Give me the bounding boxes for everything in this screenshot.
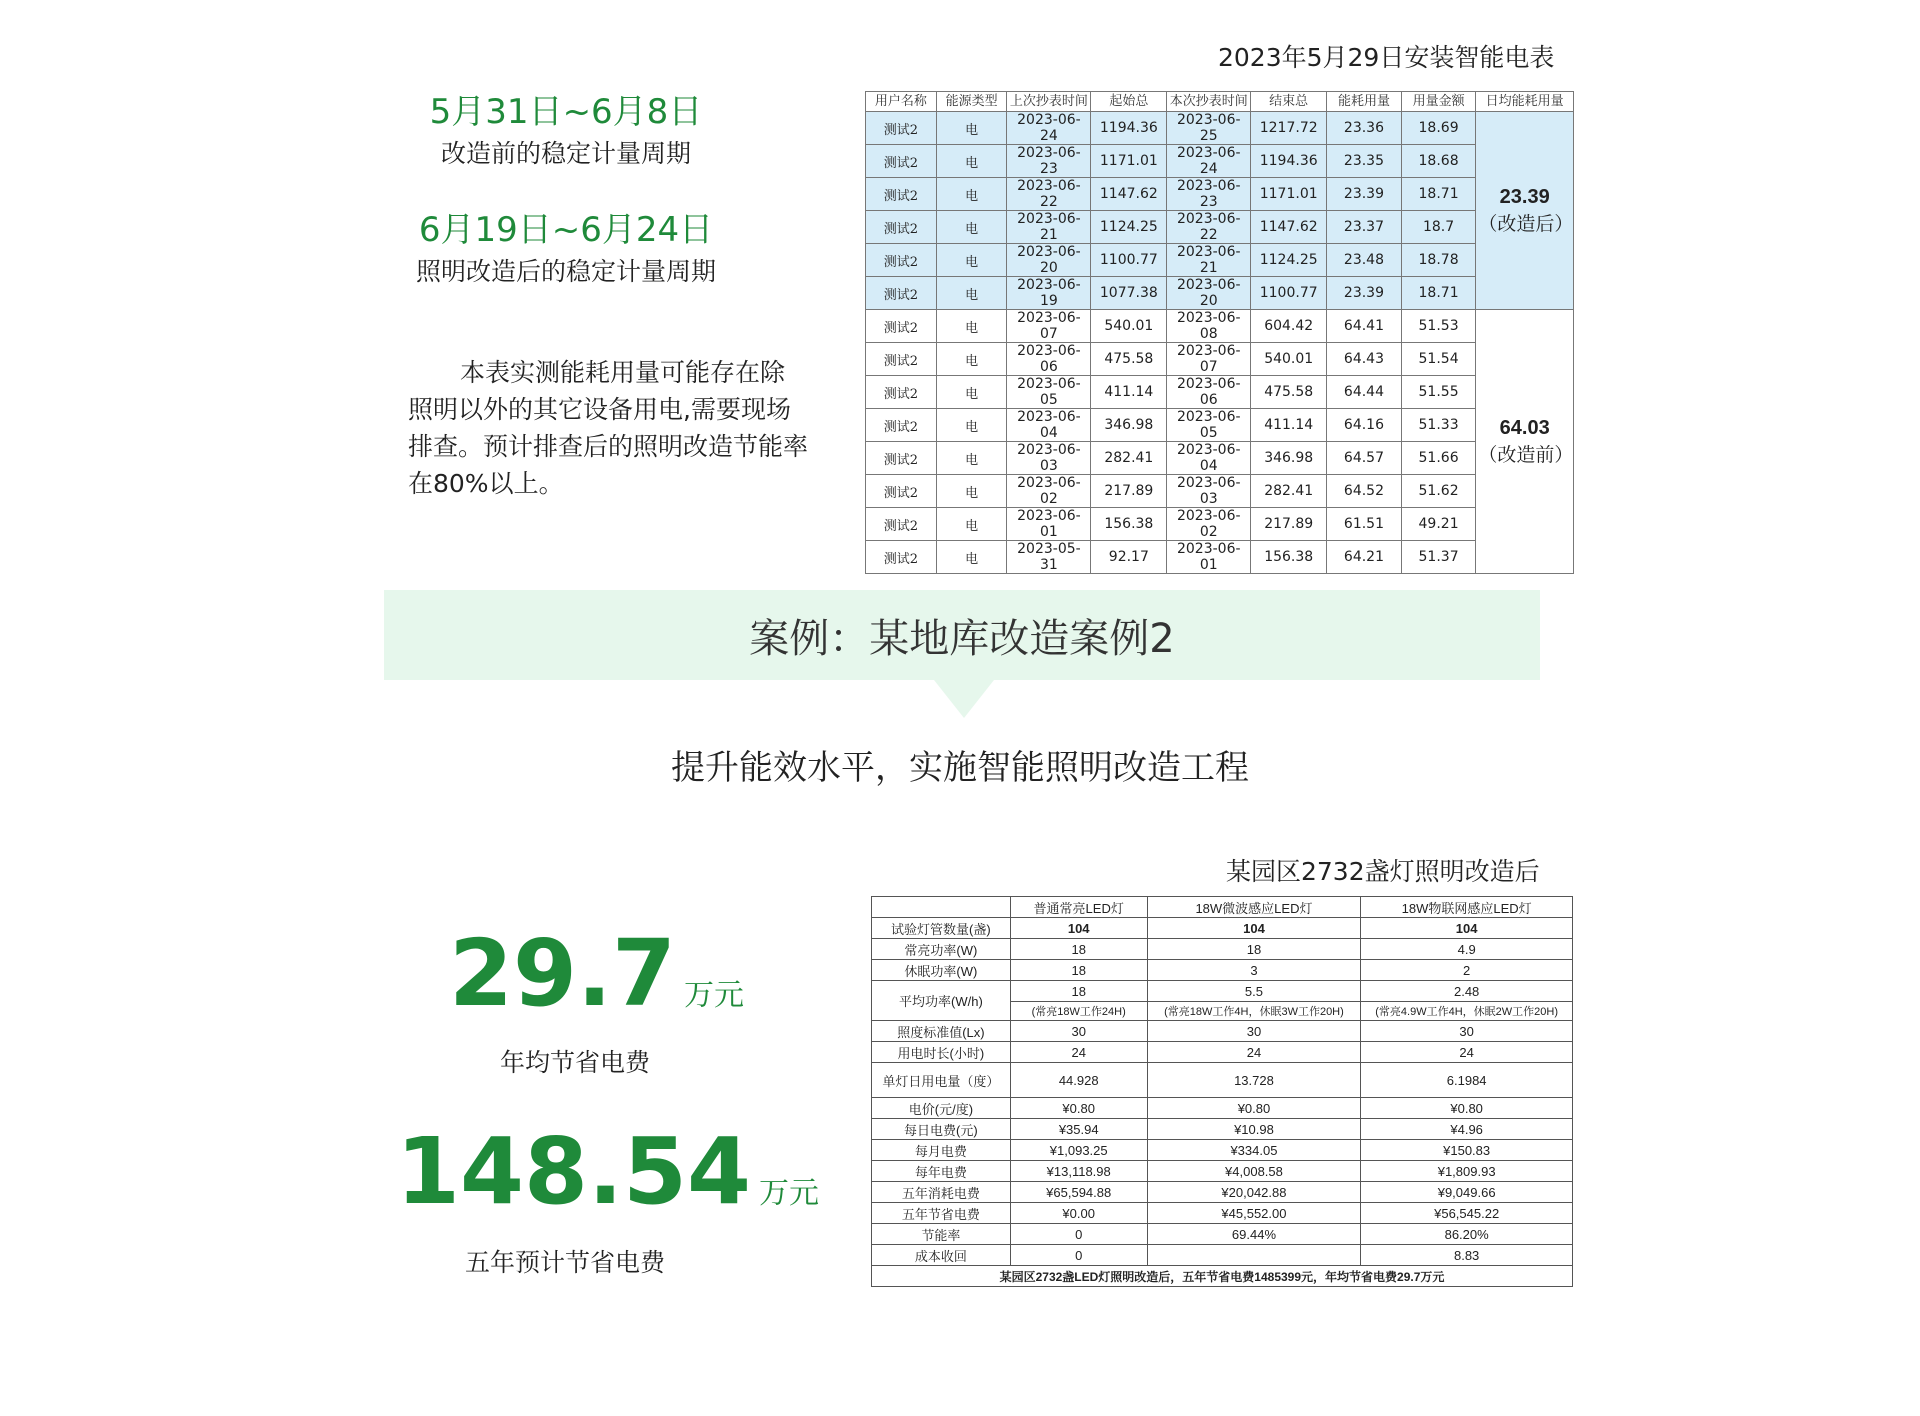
calc-cell: 5.5 <box>1147 981 1361 1002</box>
calc-row-label: 平均功率(W/h) <box>872 981 1011 1021</box>
meter-cell: 1147.62 <box>1251 211 1327 244</box>
meter-cell: 测试2 <box>866 343 937 376</box>
meter-cell: 18.71 <box>1401 178 1476 211</box>
meter-cell: 2023-06-04 <box>1167 442 1251 475</box>
calc-cell: ¥65,594.88 <box>1010 1182 1147 1203</box>
meter-cell: 2023-06-03 <box>1007 442 1091 475</box>
meter-cell: 电 <box>936 145 1007 178</box>
meter-cell: 测试2 <box>866 112 937 145</box>
meter-cell: 1124.25 <box>1091 211 1167 244</box>
meter-cell: 23.39 <box>1327 178 1402 211</box>
meter-row <box>866 409 1574 442</box>
meter-cell: 1100.77 <box>1251 277 1327 310</box>
meter-cell: 电 <box>936 409 1007 442</box>
calc-cell: ¥334.05 <box>1147 1140 1361 1161</box>
calc-note-cell: (常亮18W工作24H) <box>1010 1002 1147 1021</box>
calc-row <box>872 1203 1573 1224</box>
five-year-savings <box>396 1118 819 1225</box>
meter-cell: 测试2 <box>866 508 937 541</box>
avg-after-cell <box>1476 112 1574 310</box>
calc-footer-row <box>872 1266 1573 1287</box>
meter-cell: 51.55 <box>1401 376 1476 409</box>
meter-row <box>866 442 1574 475</box>
meter-cell: 2023-06-01 <box>1167 541 1251 574</box>
calc-cell <box>1147 1245 1361 1266</box>
calc-row-label: 每年电费 <box>872 1161 1011 1182</box>
calc-row-label: 电价(元/度) <box>872 1098 1011 1119</box>
calc-cell: 2 <box>1361 960 1573 981</box>
meter-row <box>866 508 1574 541</box>
meter-row <box>866 541 1574 574</box>
meter-cell: 测试2 <box>866 211 937 244</box>
meter-cell: 51.33 <box>1401 409 1476 442</box>
meter-cell: 电 <box>936 343 1007 376</box>
meter-header-cell: 本次抄表时间 <box>1167 92 1251 112</box>
meter-body <box>866 112 1574 574</box>
calc-cell: 69.44% <box>1147 1224 1361 1245</box>
meter-cell: 49.21 <box>1401 508 1476 541</box>
calc-cell: 30 <box>1010 1021 1147 1042</box>
calc-cell: ¥0.00 <box>1010 1203 1147 1224</box>
calc-cell: 3 <box>1147 960 1361 981</box>
calc-cell: 18 <box>1147 939 1361 960</box>
meter-row <box>866 244 1574 277</box>
meter-cell: 51.37 <box>1401 541 1476 574</box>
meter-row <box>866 475 1574 508</box>
meter-cell: 1100.77 <box>1091 244 1167 277</box>
calc-cell: ¥0.80 <box>1361 1098 1573 1119</box>
meter-cell: 电 <box>936 244 1007 277</box>
calc-row <box>872 1245 1573 1266</box>
calc-row <box>872 1119 1573 1140</box>
meter-cell: 156.38 <box>1091 508 1167 541</box>
meter-cell: 61.51 <box>1327 508 1402 541</box>
calc-row-label: 每日电费(元) <box>872 1119 1011 1140</box>
meter-cell: 电 <box>936 508 1007 541</box>
five-year-savings-unit: 万元 <box>759 1176 820 1211</box>
meter-cell: 2023-06-24 <box>1007 112 1091 145</box>
meter-cell: 2023-06-03 <box>1167 475 1251 508</box>
calc-row <box>872 1042 1573 1063</box>
meter-header-cell: 用户名称 <box>866 92 937 112</box>
meter-cell: 测试2 <box>866 541 937 574</box>
calc-row-label: 休眠功率(W) <box>872 960 1011 981</box>
meter-cell: 64.41 <box>1327 310 1402 343</box>
calc-cell: ¥4,008.58 <box>1147 1161 1361 1182</box>
annual-savings-label: 年均节省电费 <box>499 1048 650 1077</box>
meter-cell: 2023-06-02 <box>1007 475 1091 508</box>
meter-cell: 测试2 <box>866 178 937 211</box>
calc-cell: 86.20% <box>1361 1224 1573 1245</box>
case-banner <box>384 590 1540 680</box>
avg-before-label: （改造前） <box>1478 443 1574 466</box>
calc-cell: ¥4.96 <box>1361 1119 1573 1140</box>
meter-cell: 电 <box>936 442 1007 475</box>
measurement-note <box>408 354 808 502</box>
meter-cell: 电 <box>936 376 1007 409</box>
calc-cell: 24 <box>1147 1042 1361 1063</box>
calc-cell: ¥35.94 <box>1010 1119 1147 1140</box>
calc-header-cell: 18W微波感应LED灯 <box>1147 897 1361 918</box>
meter-cell: 电 <box>936 112 1007 145</box>
meter-header-cell: 日均能耗用量 <box>1476 92 1574 112</box>
meter-caption: 2023年5月29日安装智能电表 <box>1218 43 1555 72</box>
meter-cell: 测试2 <box>866 442 937 475</box>
calc-row-label: 照度标准值(Lx) <box>872 1021 1011 1042</box>
before-period-desc: 改造前的稳定计量周期 <box>440 139 691 168</box>
calc-cell: 104 <box>1361 918 1573 939</box>
meter-cell: 2023-06-07 <box>1007 310 1091 343</box>
meter-cell: 2023-06-21 <box>1007 211 1091 244</box>
meter-cell: 1171.01 <box>1251 178 1327 211</box>
calc-row <box>872 1182 1573 1203</box>
meter-cell: 23.35 <box>1327 145 1402 178</box>
meter-cell: 51.54 <box>1401 343 1476 376</box>
meter-cell: 23.36 <box>1327 112 1402 145</box>
calc-cell: ¥0.80 <box>1010 1098 1147 1119</box>
meter-cell: 475.58 <box>1251 376 1327 409</box>
meter-cell: 电 <box>936 211 1007 244</box>
meter-header-cell: 上次抄表时间 <box>1007 92 1091 112</box>
meter-cell: 电 <box>936 277 1007 310</box>
meter-cell: 64.44 <box>1327 376 1402 409</box>
meter-cell: 540.01 <box>1091 310 1167 343</box>
lighting-calc-table <box>871 896 1573 1287</box>
calc-cell: 24 <box>1010 1042 1147 1063</box>
meter-cell: 电 <box>936 475 1007 508</box>
calc-row-label: 成本收回 <box>872 1245 1011 1266</box>
meter-cell: 2023-06-23 <box>1167 178 1251 211</box>
calc-cell: ¥56,545.22 <box>1361 1203 1573 1224</box>
calc-row-label: 单灯日用电量（度） <box>872 1063 1011 1098</box>
calc-cell: 104 <box>1010 918 1147 939</box>
meter-cell: 测试2 <box>866 310 937 343</box>
calc-cell: ¥13,118.98 <box>1010 1161 1147 1182</box>
calc-cell: 104 <box>1147 918 1361 939</box>
calc-cell: 18 <box>1010 981 1147 1002</box>
meter-cell: 156.38 <box>1251 541 1327 574</box>
calc-note-cell: (常亮18W工作4H，休眠3W工作20H) <box>1147 1002 1361 1021</box>
annual-savings <box>449 920 744 1027</box>
avg-before-value: 64.03 <box>1499 416 1550 439</box>
calc-cell: 18 <box>1010 960 1147 981</box>
after-period-desc: 照明改造后的稳定计量周期 <box>415 257 716 286</box>
calc-row <box>872 1140 1573 1161</box>
meter-cell: 2023-06-21 <box>1167 244 1251 277</box>
five-year-savings-label: 五年预计节省电费 <box>464 1248 665 1277</box>
meter-cell: 测试2 <box>866 145 937 178</box>
calc-cell: 0 <box>1010 1245 1147 1266</box>
meter-cell: 64.43 <box>1327 343 1402 376</box>
calc-cell: ¥9,049.66 <box>1361 1182 1573 1203</box>
avg-after-value: 23.39 <box>1499 185 1550 208</box>
meter-cell: 217.89 <box>1091 475 1167 508</box>
meter-cell: 411.14 <box>1091 376 1167 409</box>
calc-row <box>872 1063 1573 1098</box>
meter-cell: 测试2 <box>866 376 937 409</box>
meter-cell: 64.57 <box>1327 442 1402 475</box>
calc-cell: ¥0.80 <box>1147 1098 1361 1119</box>
calc-header-cell: 18W物联网感应LED灯 <box>1361 897 1573 918</box>
calc-row <box>872 918 1573 939</box>
meter-cell: 2023-06-20 <box>1007 244 1091 277</box>
meter-cell: 2023-06-22 <box>1167 211 1251 244</box>
calc-cell: ¥150.83 <box>1361 1140 1573 1161</box>
meter-header-row <box>866 92 1574 112</box>
meter-cell: 2023-06-25 <box>1167 112 1251 145</box>
meter-cell: 测试2 <box>866 409 937 442</box>
calc-row-label: 每月电费 <box>872 1140 1011 1161</box>
calc-cell: 30 <box>1361 1021 1573 1042</box>
meter-header-cell: 能源类型 <box>936 92 1007 112</box>
meter-cell: 电 <box>936 541 1007 574</box>
banner-arrow <box>934 680 994 718</box>
calc-note-cell: (常亮4.9W工作4H，休眠2W工作20H) <box>1361 1002 1573 1021</box>
meter-cell: 2023-06-24 <box>1167 145 1251 178</box>
calc-header-row <box>872 897 1573 918</box>
meter-row <box>866 310 1574 343</box>
meter-cell: 18.69 <box>1401 112 1476 145</box>
meter-cell: 2023-06-02 <box>1167 508 1251 541</box>
meter-row <box>866 112 1574 145</box>
meter-cell: 2023-06-23 <box>1007 145 1091 178</box>
calc-cell: 2.48 <box>1361 981 1573 1002</box>
meter-cell: 1171.01 <box>1091 145 1167 178</box>
calc-cell: ¥45,552.00 <box>1147 1203 1361 1224</box>
meter-cell: 2023-06-19 <box>1007 277 1091 310</box>
meter-cell: 电 <box>936 178 1007 211</box>
meter-cell: 1194.36 <box>1091 112 1167 145</box>
calc-row-label: 五年节省电费 <box>872 1203 1011 1224</box>
measurement-note-text: 本表实测能耗用量可能存在除照明以外的其它设备用电,需要现场排查。预计排查后的照明改造节能率在80%以上。 <box>408 358 809 498</box>
calc-cell: ¥1,093.25 <box>1010 1140 1147 1161</box>
meter-cell: 51.53 <box>1401 310 1476 343</box>
after-period-date: 6月19日~6月24日 <box>418 210 714 250</box>
meter-row <box>866 178 1574 211</box>
meter-cell: 64.16 <box>1327 409 1402 442</box>
calc-footer: 某园区2732盏LED灯照明改造后，五年节省电费1485399元，年均节省电费29.7万元 <box>872 1266 1573 1287</box>
calc-cell: 44.928 <box>1010 1063 1147 1098</box>
calc-cell: ¥10.98 <box>1147 1119 1361 1140</box>
calc-row-label: 节能率 <box>872 1224 1011 1245</box>
meter-row <box>866 277 1574 310</box>
meter-cell: 18.78 <box>1401 244 1476 277</box>
calc-cell: 6.1984 <box>1361 1063 1573 1098</box>
meter-header-cell: 用量金额 <box>1401 92 1476 112</box>
meter-cell: 2023-06-05 <box>1167 409 1251 442</box>
calc-row <box>872 981 1573 1002</box>
meter-cell: 475.58 <box>1091 343 1167 376</box>
meter-cell: 测试2 <box>866 475 937 508</box>
meter-header-cell: 能耗用量 <box>1327 92 1402 112</box>
calc-body <box>872 918 1573 1287</box>
meter-row <box>866 376 1574 409</box>
meter-row <box>866 145 1574 178</box>
meter-cell: 411.14 <box>1251 409 1327 442</box>
meter-cell: 18.7 <box>1401 211 1476 244</box>
calc-row <box>872 1161 1573 1182</box>
meter-cell: 测试2 <box>866 277 937 310</box>
meter-cell: 电 <box>936 310 1007 343</box>
calc-cell: ¥1,809.93 <box>1361 1161 1573 1182</box>
calc-header-cell: 普通常亮LED灯 <box>1010 897 1147 918</box>
meter-table <box>865 91 1574 574</box>
meter-cell: 540.01 <box>1251 343 1327 376</box>
meter-cell: 51.62 <box>1401 475 1476 508</box>
meter-cell: 23.48 <box>1327 244 1402 277</box>
calc-row-label: 常亮功率(W) <box>872 939 1011 960</box>
five-year-savings-value: 148.54 <box>396 1118 752 1225</box>
annual-savings-value: 29.7 <box>449 920 676 1027</box>
before-period-date: 5月31日~6月8日 <box>429 92 703 132</box>
meter-cell: 1194.36 <box>1251 145 1327 178</box>
meter-cell: 282.41 <box>1251 475 1327 508</box>
calc-row-label: 试验灯管数量(盏) <box>872 918 1011 939</box>
meter-cell: 18.68 <box>1401 145 1476 178</box>
meter-cell: 217.89 <box>1251 508 1327 541</box>
meter-row <box>866 343 1574 376</box>
calc-row-label: 五年消耗电费 <box>872 1182 1011 1203</box>
calc-cell: 8.83 <box>1361 1245 1573 1266</box>
meter-cell: 346.98 <box>1091 409 1167 442</box>
meter-cell: 92.17 <box>1091 541 1167 574</box>
calc-row <box>872 939 1573 960</box>
meter-cell: 2023-06-05 <box>1007 376 1091 409</box>
avg-before-cell <box>1476 310 1574 574</box>
meter-cell: 1077.38 <box>1091 277 1167 310</box>
calc-header-cell <box>872 897 1011 918</box>
meter-cell: 604.42 <box>1251 310 1327 343</box>
meter-cell: 2023-05-31 <box>1007 541 1091 574</box>
meter-cell: 2023-06-20 <box>1167 277 1251 310</box>
meter-cell: 2023-06-08 <box>1167 310 1251 343</box>
meter-header-cell: 起始总 <box>1091 92 1167 112</box>
case-title: 案例：某地库改造案例2 <box>749 615 1175 662</box>
calc-cell: 30 <box>1147 1021 1361 1042</box>
meter-header-cell: 结束总 <box>1251 92 1327 112</box>
annual-savings-unit: 万元 <box>684 978 744 1013</box>
calc-cell: 13.728 <box>1147 1063 1361 1098</box>
meter-cell: 2023-06-22 <box>1007 178 1091 211</box>
case-subtitle: 提升能效水平，实施智能照明改造工程 <box>671 748 1249 788</box>
calc-cell: 18 <box>1010 939 1147 960</box>
meter-cell: 1147.62 <box>1091 178 1167 211</box>
calc-row-label: 用电时长(小时) <box>872 1042 1011 1063</box>
calc-cell: 0 <box>1010 1224 1147 1245</box>
meter-cell: 18.71 <box>1401 277 1476 310</box>
calc-row <box>872 1224 1573 1245</box>
avg-after-label: （改造后） <box>1478 212 1574 235</box>
meter-cell: 64.21 <box>1327 541 1402 574</box>
meter-cell: 2023-06-01 <box>1007 508 1091 541</box>
meter-row <box>866 211 1574 244</box>
meter-cell: 1217.72 <box>1251 112 1327 145</box>
meter-cell: 23.39 <box>1327 277 1402 310</box>
meter-cell: 2023-06-06 <box>1007 343 1091 376</box>
meter-cell: 2023-06-06 <box>1167 376 1251 409</box>
meter-cell: 测试2 <box>866 244 937 277</box>
calc-caption: 某园区2732盏灯照明改造后 <box>1226 857 1540 886</box>
calc-cell: 4.9 <box>1361 939 1573 960</box>
meter-cell: 346.98 <box>1251 442 1327 475</box>
meter-cell: 1124.25 <box>1251 244 1327 277</box>
calc-cell: 24 <box>1361 1042 1573 1063</box>
meter-cell: 2023-06-07 <box>1167 343 1251 376</box>
calc-row <box>872 1098 1573 1119</box>
calc-row <box>872 960 1573 981</box>
meter-cell: 2023-06-04 <box>1007 409 1091 442</box>
meter-cell: 64.52 <box>1327 475 1402 508</box>
calc-cell: ¥20,042.88 <box>1147 1182 1361 1203</box>
calc-row <box>872 1021 1573 1042</box>
meter-cell: 282.41 <box>1091 442 1167 475</box>
meter-cell: 23.37 <box>1327 211 1402 244</box>
meter-cell: 51.66 <box>1401 442 1476 475</box>
